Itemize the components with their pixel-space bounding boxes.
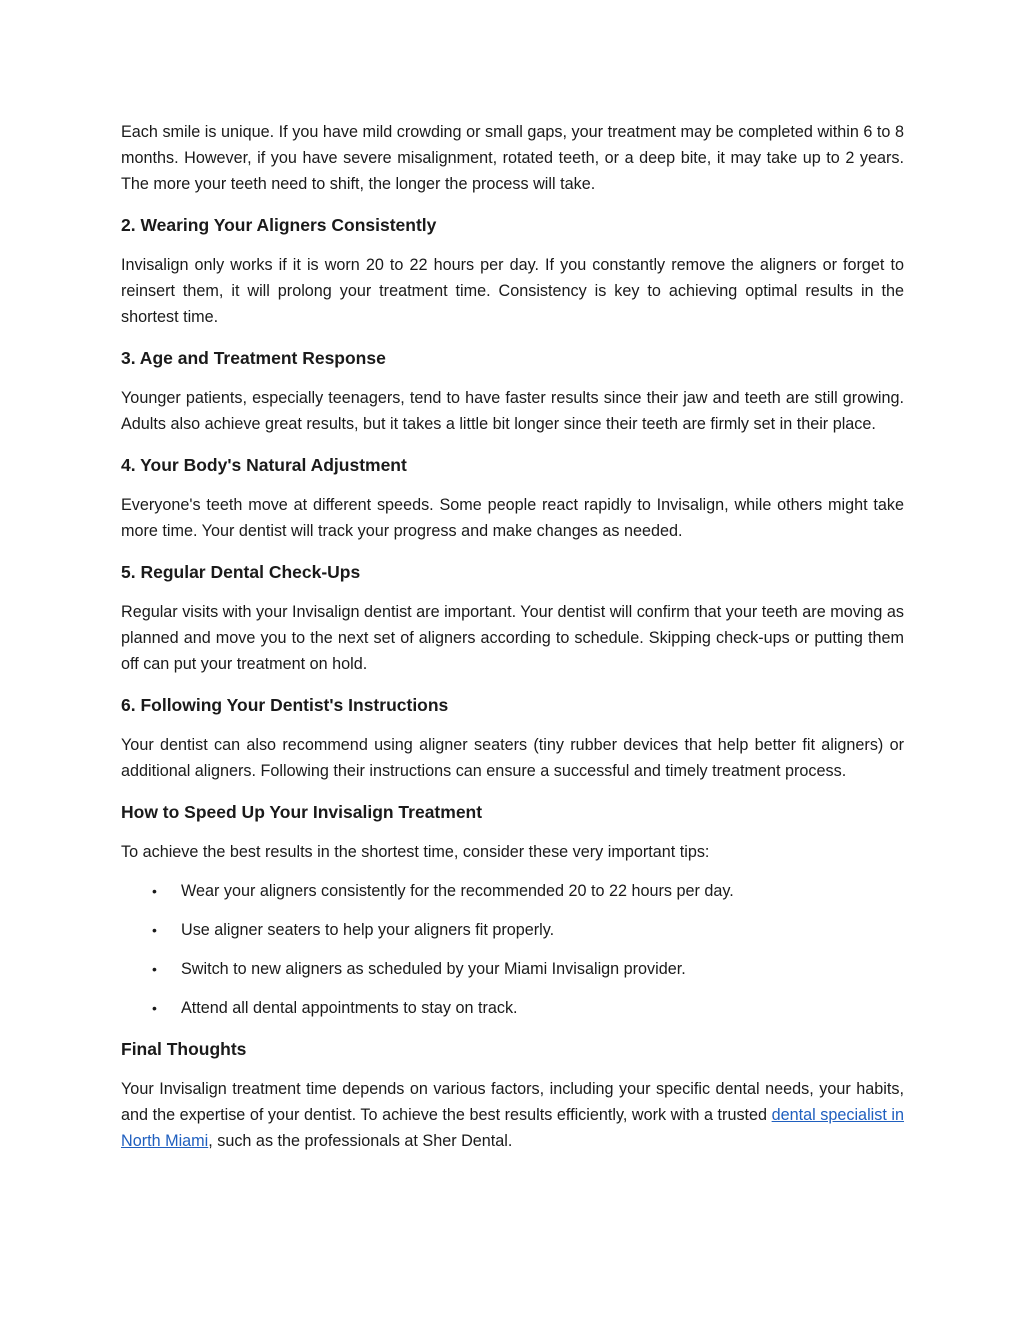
- final-paragraph: [121, 1076, 904, 1154]
- section-heading: 6. Following Your Dentist's Instructions: [121, 695, 449, 715]
- section-body: Everyone's teeth move at different speeds. Some people react rapidly to Invisalign, while others might take more time. Your dentist will track your progress and make changes as needed.: [121, 496, 904, 540]
- bullet-icon: •: [152, 883, 157, 899]
- list-item: [121, 917, 904, 943]
- section-body: Invisalign only works if it is worn 20 to 22 hours per day. If you constantly remove the aligners or forget to reinsert them, it will prolong your treatment time. Consistency is key to achieving optimal results in the shortest time.: [121, 256, 904, 326]
- section-heading: 3. Age and Treatment Response: [121, 348, 386, 368]
- section-body: Your dentist can also recommend using aligner seaters (tiny rubber devices that help better fit aligners) or additional aligners. Following their instructions can ensure a successful and timely treatment process.: [121, 736, 904, 780]
- dental-specialist-link[interactable]: dental specialist in North Miami: [121, 1106, 905, 1150]
- list-item-text: Use aligner seaters to help your aligners fit properly.: [181, 921, 555, 939]
- tips-list: [121, 878, 904, 1021]
- list-item-text: Wear your aligners consistently for the recommended 20 to 22 hours per day.: [181, 882, 734, 900]
- section-speed-up: [121, 799, 904, 1021]
- section-heading: Final Thoughts: [121, 1039, 247, 1059]
- section-dental-checkups: [121, 559, 904, 677]
- speed-up-intro: To achieve the best results in the shortest time, consider these very important tips:: [121, 843, 710, 861]
- section-heading: 2. Wearing Your Aligners Consistently: [121, 215, 437, 235]
- section-age-response: [121, 345, 904, 437]
- section-final-thoughts: [121, 1036, 904, 1154]
- section-heading: How to Speed Up Your Invisalign Treatment: [121, 802, 483, 822]
- bullet-icon: •: [152, 1000, 157, 1016]
- section-heading: 5. Regular Dental Check-Ups: [121, 562, 361, 582]
- list-item: [121, 878, 904, 904]
- intro-paragraph: Each smile is unique. If you have mild crowding or small gaps, your treatment may be completed within 6 to 8 months. However, if you have severe misalignment, rotated teeth, or a deep bite, it may take up to 2 years. The more your teeth need to shift, the longer the process will take.: [121, 123, 904, 193]
- list-item-text: Switch to new aligners as scheduled by your Miami Invisalign provider.: [181, 960, 686, 978]
- document-page: [121, 116, 904, 1154]
- section-wearing-consistently: [121, 212, 904, 330]
- section-dentist-instructions: [121, 692, 904, 784]
- list-item: [121, 995, 904, 1021]
- section-body: Younger patients, especially teenagers, tend to have faster results since their jaw and teeth are still growing. Adults also achieve great results, but it takes a little bit longer since their teeth are firmly set in their place.: [121, 389, 904, 433]
- bullet-icon: •: [152, 961, 157, 977]
- final-text-after-link: , such as the professionals at Sher Dental.: [208, 1132, 513, 1150]
- section-natural-adjustment: [121, 452, 904, 544]
- final-text-before-link: Your Invisalign treatment time depends on various factors, including your specific dental needs, your habits, and the expertise of your dentist. To achieve the best results efficiently, work with a trusted: [121, 1080, 904, 1124]
- bullet-icon: •: [152, 922, 157, 938]
- section-heading: 4. Your Body's Natural Adjustment: [121, 455, 407, 475]
- section-body: Regular visits with your Invisalign dentist are important. Your dentist will confirm that your teeth are moving as planned and move you to the next set of aligners according to schedule. Skipping check-ups or putting them off can put your treatment on hold.: [121, 603, 904, 673]
- list-item-text: Attend all dental appointments to stay on track.: [181, 999, 518, 1017]
- list-item: [121, 956, 904, 982]
